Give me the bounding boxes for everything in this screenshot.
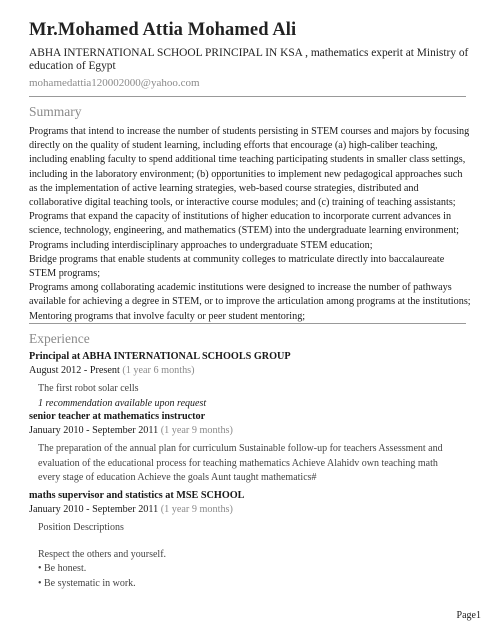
job-description <box>38 442 460 486</box>
summary-paragraph: Programs that intend to increase the number of students persisting in STEM courses and majors by focusing directly on the quality of student learning, including efforts that encourage (a) high-caliber teaching, including enabling faculty to spend additional time teaching participating students in smaller class settings, including in the laboratory environment; (b) opportunities to implement new pedagogical approaches such as the implementation of active learning strategies, web-based course strategies, distributed and collaborative digital teaching tools, or interactive course modules; and (c) training of teaching assistants; <box>29 126 470 209</box>
divider-experience <box>29 323 466 324</box>
job-role: Principal at ABHA INTERNATIONAL SCHOOLS GROUP <box>29 351 291 362</box>
experience-heading: Experience <box>29 331 90 346</box>
candidate-headline: ABHA INTERNATIONAL SCHOOL PRINCIPAL IN KSA , mathematics experit at Ministry of education of Egypt <box>29 47 469 72</box>
job-description <box>38 521 460 591</box>
summary-heading: Summary <box>29 104 82 119</box>
job-dates <box>29 364 469 377</box>
recommendation-note: 1 recommendation available upon request <box>38 397 207 409</box>
page-number: Page1 <box>456 610 481 621</box>
job-bullet: • Be honest. <box>38 563 87 574</box>
job-dates <box>29 503 469 516</box>
job-bullet: • Be systematic in work. <box>38 577 136 589</box>
candidate-name: Mr.Mohamed Attia Mohamed Ali <box>29 20 297 40</box>
summary-paragraph: Mentoring programs that involve faculty or peer student mentoring; <box>29 310 306 322</box>
job-description <box>38 382 460 411</box>
job-duration: (1 year 9 months) <box>160 425 233 436</box>
job-role: senior teacher at mathematics instructor <box>29 411 206 422</box>
summary-paragraph: Bridge programs that enable students at community colleges to matriculate directly into baccalaureate STEM programs; <box>29 253 445 280</box>
candidate-email[interactable]: mohamedattia120002000@yahoo.com <box>29 77 200 89</box>
summary-paragraph: Programs including interdisciplinary approaches to undergraduate STEM education; <box>29 239 373 251</box>
job-dates <box>29 424 469 437</box>
job-date-range: January 2010 - September 2011 <box>29 504 159 515</box>
job-description-extra: Respect the others and yourself. <box>38 548 167 560</box>
job-description-text: The preparation of the annual plan for curriculum Sustainable follow-up for teachers Assessment and evaluation of the educational process for teaching mathematics Achieve Alahidv own teaching math every stage of education Achieve the goals Aunt taught mathematics# <box>38 443 443 483</box>
experience-entry-maths-supervisor <box>29 490 469 591</box>
summary-paragraph: Programs among collaborating academic institutions were designed to increase the number of pathways available for achieving a degree in STEM, or to improve the articulation among programs at the institutions; <box>29 282 471 308</box>
job-date-range: August 2012 - Present <box>29 365 120 376</box>
job-duration: (1 year 6 months) <box>122 365 195 376</box>
experience-entry-principal <box>29 351 469 411</box>
experience-entry-senior-teacher <box>29 411 469 486</box>
job-role: maths supervisor and statistics at MSE SCHOOL <box>29 490 245 501</box>
summary-body <box>29 125 471 324</box>
job-date-range: January 2010 - September 2011 <box>29 425 159 436</box>
spacer <box>38 536 460 548</box>
summary-paragraph: Programs that expand the capacity of institutions of higher education to incorporate current advances in science, technology, engineering, and mathematics (STEM) into the undergraduate learning environment; <box>29 211 459 237</box>
job-description-text: The first robot solar cells <box>38 383 139 394</box>
divider-top <box>29 96 466 97</box>
job-description-text: Position Descriptions <box>38 522 124 533</box>
job-duration: (1 year 9 months) <box>160 504 233 515</box>
